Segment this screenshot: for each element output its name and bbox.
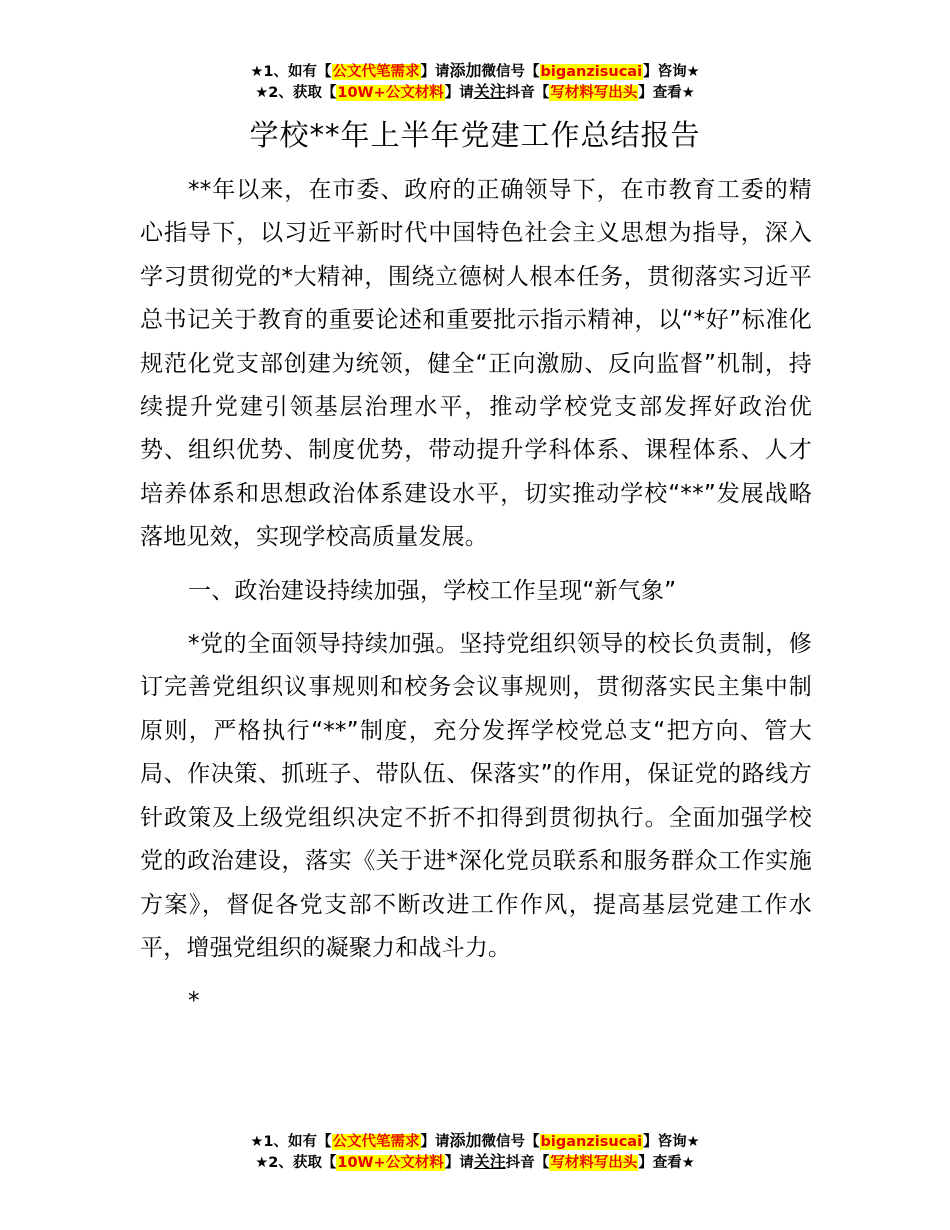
promo-line-2 — [0, 1151, 950, 1172]
promo-text: 抖音【 — [505, 1155, 550, 1171]
promo-highlight: 10W+公文材料 — [337, 1155, 444, 1171]
paragraph-section-1: *党的全面领导持续加强。坚持党组织领导的校长负责制，修订完善党组织议事规则和校务会议事规则，贯彻落实民主集中制原则，严格执行“**”制度，充分发挥学校党总支“把方向、管大局、作决策、抓班子、带队伍、保落实”的作用，保证党的路线方针政策及上级党组织决定不折不扣得到贯彻执行。全面加强学校党的政治建设，落实《关于进*深化党员联系和服务群众工作实施方案》，督促各党支部不断改进工作作风，提高基层党建工作水平，增强党组织的凝聚力和战斗力。 — [140, 631, 812, 961]
promo-line-1 — [0, 60, 950, 81]
promo-text: ★2、获取【 — [255, 1155, 337, 1171]
paragraph-fragment: * — [188, 988, 200, 1015]
promo-text: ★2、获取【 — [255, 85, 337, 101]
promo-emphasis: 关注 — [473, 1152, 506, 1171]
document-title: 学校**年上半年党建工作总结报告 — [249, 118, 701, 152]
promo-text: 】咨询★ — [643, 64, 700, 80]
promo-text: 】请 — [444, 85, 474, 101]
promo-douyin-id: 写材料写出头 — [550, 85, 638, 101]
section-heading-1: 一、政治建设持续加强，学校工作呈现“新气象” — [188, 577, 677, 604]
promo-text: 微信号【 — [481, 64, 540, 80]
promo-highlight: 10W+公文材料 — [337, 85, 444, 101]
top-promo-banner — [0, 60, 950, 102]
promo-text: 抖音【 — [505, 85, 550, 101]
promo-line-2 — [0, 81, 950, 102]
promo-text: 】请 — [444, 1155, 474, 1171]
promo-wechat-id: biganzisucai — [540, 64, 643, 80]
promo-douyin-id: 写材料写出头 — [550, 1155, 638, 1171]
bottom-promo-banner — [0, 1130, 950, 1172]
promo-line-1 — [0, 1130, 950, 1151]
promo-text: 】查看★ — [638, 1155, 695, 1171]
promo-wechat-id: biganzisucai — [540, 1134, 643, 1150]
promo-text: 】请 — [420, 64, 450, 80]
promo-highlight: 公文代笔需求 — [332, 1134, 420, 1150]
paragraph-intro: **年以来，在市委、政府的正确领导下，在市教育工委的精心指导下，以习近平新时代中国特色社会主义思想为指导，深入学习贯彻党的*大精神，围绕立德树人根本任务，贯彻落实习近平总书记关于教育的重要论述和重要批示指示精神，以“*好”标准化规范化党支部创建为统领，健全“正向激励、反向监督”机制，持续提升党建引领基层治理水平，推动学校党支部发挥好政治优势、组织优势、制度优势，带动提升学科体系、课程体系、人才培养体系和思想政治体系建设水平，切实推动学校“**”发展战略落地见效，实现学校高质量发展。 — [140, 177, 812, 551]
promo-emphasis: 添加 — [449, 1131, 482, 1150]
promo-text: 】请 — [420, 1134, 450, 1150]
promo-text: ★1、如有【 — [250, 64, 332, 80]
promo-emphasis: 关注 — [473, 82, 506, 101]
promo-highlight: 公文代笔需求 — [332, 64, 420, 80]
promo-emphasis: 添加 — [449, 61, 482, 80]
promo-text: ★1、如有【 — [250, 1134, 332, 1150]
promo-text: 】查看★ — [638, 85, 695, 101]
promo-text: 】咨询★ — [643, 1134, 700, 1150]
promo-text: 微信号【 — [481, 1134, 540, 1150]
document-body — [140, 169, 812, 1034]
